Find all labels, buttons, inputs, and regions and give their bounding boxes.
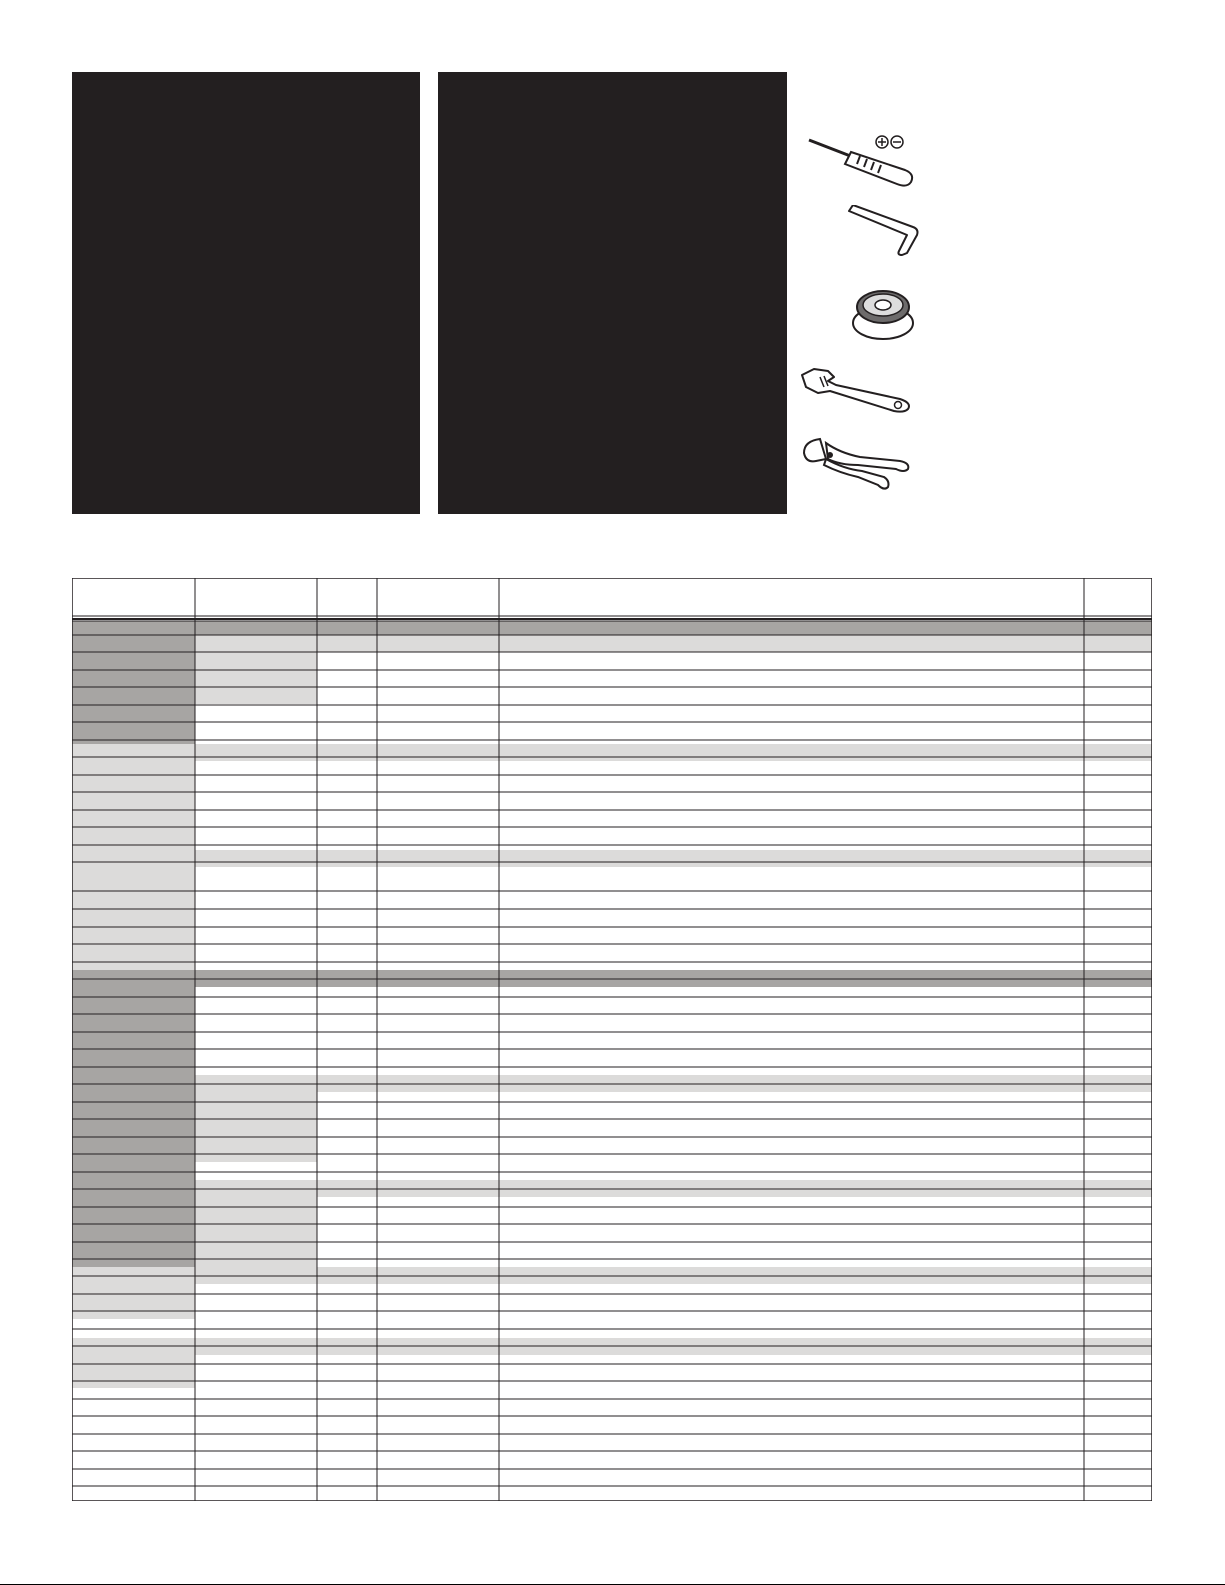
pliers-icon <box>800 435 915 495</box>
table-band <box>195 635 1152 652</box>
screwdriver-icon <box>805 132 930 192</box>
table-band <box>195 621 1152 635</box>
table-band <box>72 621 195 744</box>
table-grid <box>72 578 1152 1501</box>
table-band <box>72 744 195 850</box>
allen-key-icon <box>845 205 925 260</box>
table-band <box>195 744 1152 761</box>
spec-table <box>72 578 1152 1501</box>
table-band <box>72 850 195 970</box>
grommet-icon <box>848 285 918 345</box>
right-black-panel <box>438 72 787 514</box>
adjustable-wrench-icon <box>800 365 920 415</box>
table-band <box>195 850 1152 867</box>
left-black-panel <box>72 72 420 514</box>
